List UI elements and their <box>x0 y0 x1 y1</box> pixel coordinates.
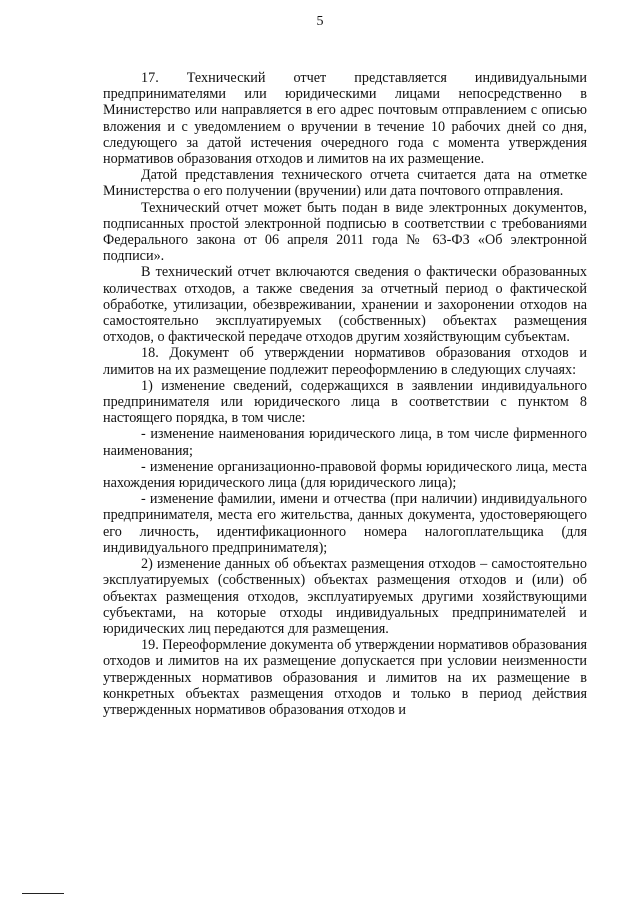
paragraph-19: 19. Переоформление документа об утверждении нормативов образования отходов и лимитов на их размещение допускается при условии неизменности утвержденных нормативов образования и лимитов на их размещение в конкретных объектах размещения отходов и только в период действия утвержденных нормативов образования отходов и <box>103 637 587 718</box>
paragraph-18-item-1-dash-3: - изменение фамилии, имени и отчества (при наличии) индивидуального предпринимателя, места его жительства, данных документа, удостоверяющего его личность, идентификационного номера налогоплательщика (для индивидуального предпринимателя); <box>103 491 587 556</box>
paragraph-18: 18. Документ об утверждении нормативов образования отходов и лимитов на их размещение подлежит переоформлению в следующих случаях: <box>103 345 587 378</box>
paragraph-report-contents: В технический отчет включаются сведения о фактически образованных количествах отходов, а также сведения за отчетный период о фактической обработке, утилизации, обезвреживании, хранении и захоронении отходов на самостоятельно эксплуатируемых (собственных) объектах размещения отходов, о фактической передаче отходов другим хозяйствующим субъектам. <box>103 264 587 346</box>
document-body <box>103 70 587 718</box>
paragraph-18-item-1-dash-2: - изменение организационно-правовой формы юридического лица, места нахождения юридического лица (для юридического лица); <box>103 458 587 492</box>
paragraph-report-date: Датой представления технического отчета считается дата на отметке Министерства о его получении (вручении) или дата почтового отправления. <box>103 167 587 200</box>
paragraph-17: 17. Технический отчет представляется индивидуальными предпринимателями или юридическими лицами непосредственно в Министерство или направляется в его адрес почтовым отправлением с описью вложения и с уведомлением о вручении в течение 10 рабочих дней со дня, следующего за датой истечения очередного года с момента утверждения нормативов образования отходов и лимитов на их размещение. <box>103 70 587 168</box>
paragraph-18-item-1: 1) изменение сведений, содержащихся в заявлении индивидуального предпринимателя или юридического лица в соответствии с пунктом 8 настоящего порядка, в том числе: <box>103 377 587 427</box>
page-number: 5 <box>316 14 324 29</box>
paragraph-18-item-1-dash-1: - изменение наименования юридического лица, в том числе фирменного наименования; <box>103 426 587 459</box>
footnote-divider <box>22 893 64 894</box>
paragraph-18-item-2: 2) изменение данных об объектах размещения отходов – самостоятельно эксплуатируемых (собственных) объектах размещения отходов и (или) об объектах размещения отходов, эксплуатируемых другими хозяйствующими субъектами, на которые отходы индивидуальных предпринимателей и юридических лиц передаются для размещения. <box>103 556 587 637</box>
paragraph-electronic-submission: Технический отчет может быть подан в виде электронных документов, подписанных простой электронной подписью в соответствии с требованиями Федерального закона от 06 апреля 2011 года № 63-ФЗ «Об электронной подписи». <box>103 199 587 265</box>
